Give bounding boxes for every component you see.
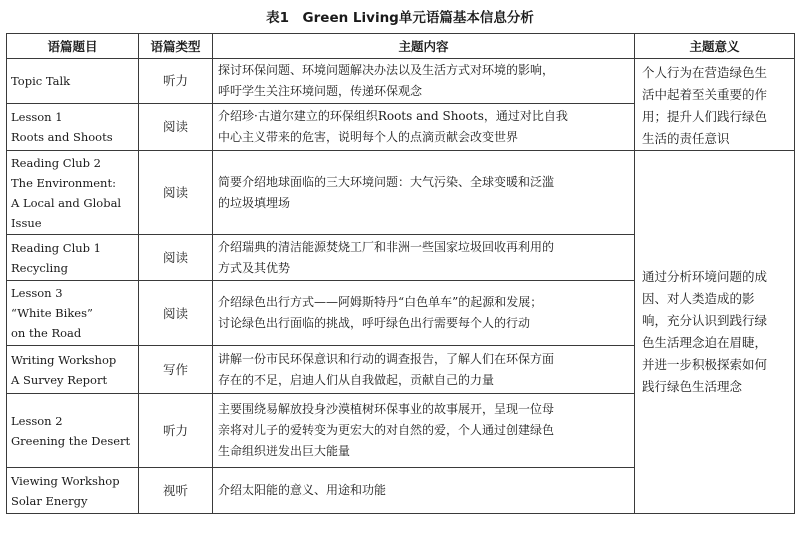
content-line: 的垃圾填埋场 <box>218 195 291 210</box>
table-row <box>7 59 795 104</box>
meaning-line: 个人行为在营造绿色生 <box>642 65 768 80</box>
lesson-line: A Local and Global <box>11 195 122 210</box>
lesson-line: Recycling <box>11 260 68 275</box>
lesson-line: Lesson 2 <box>11 413 63 428</box>
content-cell <box>213 468 635 514</box>
table-title: 表1 Green Living单元语篇基本信息分析 <box>266 10 534 26</box>
lesson-line: Topic Talk <box>11 73 71 88</box>
header-content: 主题内容 <box>213 34 635 59</box>
type-cell: 阅读 <box>139 151 213 235</box>
meaning-line: 通过分析环境问题的成 <box>642 269 768 284</box>
header-meaning: 主题意义 <box>635 34 795 59</box>
meaning-cell-2 <box>635 151 795 514</box>
lesson-line: on the Road <box>11 326 82 340</box>
table-row <box>7 151 795 235</box>
header-lesson: 语篇题目 <box>7 34 139 59</box>
info-table <box>6 33 795 514</box>
content-cell <box>213 394 635 468</box>
meaning-line: 生活的责任意识 <box>642 131 730 146</box>
lesson-cell <box>7 235 139 281</box>
type-cell: 写作 <box>139 346 213 394</box>
content-cell <box>213 235 635 281</box>
meaning-line: 活中起着至关重要的作 <box>642 87 768 102</box>
content-line: 主要围绕易解放投身沙漠植树环保事业的故事展开，呈现一位母 <box>218 402 555 416</box>
content-line: 探讨环保问题、环境问题解决办法以及生活方式对环境的影响， <box>218 62 555 77</box>
lesson-cell <box>7 346 139 394</box>
lesson-cell <box>7 468 139 514</box>
meaning-line: 并进一步积极探索如何 <box>642 357 768 372</box>
content-line: 呼吁学生关注环境问题，传递环保观念 <box>218 83 423 98</box>
content-line: 亲将对儿子的爱转变为更宏大的对自然的爱，个人通过创建绿色 <box>218 423 555 437</box>
content-line: 方式及其优势 <box>218 260 291 275</box>
lesson-line: The Environment: <box>11 175 116 190</box>
content-cell <box>213 103 635 150</box>
type-cell: 听力 <box>139 59 213 104</box>
content-cell <box>213 151 635 235</box>
content-line: 讲解一份市民环保意识和行动的调查报告，了解人们在环保方面 <box>218 351 555 366</box>
type-cell: 阅读 <box>139 281 213 346</box>
content-cell <box>213 281 635 346</box>
lesson-cell <box>7 103 139 150</box>
meaning-line: 因、对人类造成的影 <box>642 291 755 306</box>
lesson-line: Reading Club 2 <box>11 155 102 170</box>
type-cell: 听力 <box>139 394 213 468</box>
lesson-line: A Survey Report <box>11 372 108 387</box>
lesson-line: Greening the Desert <box>11 433 131 448</box>
content-line: 介绍珍·古道尔建立的环保组织Roots and Shoots，通过对比自我 <box>218 108 568 123</box>
lesson-line: Reading Club 1 <box>11 240 102 255</box>
content-line: 简要介绍地球面临的三大环境问题：大气污染、全球变暖和泛滥 <box>218 174 555 189</box>
type-cell: 阅读 <box>139 235 213 281</box>
content-line: 存在的不足，启迪人们从自我做起，贡献自己的力量 <box>218 372 495 387</box>
meaning-line: 践行绿色生活理念 <box>642 379 743 394</box>
lesson-line: Lesson 1 <box>11 109 63 124</box>
lesson-line: Lesson 3 <box>11 286 63 300</box>
lesson-cell <box>7 281 139 346</box>
lesson-cell <box>7 151 139 235</box>
content-cell <box>213 346 635 394</box>
type-cell: 视听 <box>139 468 213 514</box>
content-line: 讨论绿色出行面临的挑战，呼吁绿色出行需要每个人的行动 <box>218 316 531 330</box>
content-line: 生命组织迸发出巨大能量 <box>218 444 351 458</box>
lesson-line: Viewing Workshop <box>11 473 120 488</box>
meaning-line: 用；提升人们践行绿色 <box>642 109 768 124</box>
lesson-line: Writing Workshop <box>11 352 117 367</box>
meaning-line: 色生活理念迫在眉睫， <box>642 335 768 350</box>
content-line: 介绍瑞典的清洁能源焚烧工厂和非洲一些国家垃圾回收再利用的 <box>218 239 555 254</box>
content-line: 中心主义带来的危害，说明每个人的点滴贡献会改变世界 <box>218 129 519 144</box>
lesson-line: Solar Energy <box>11 493 88 508</box>
lesson-cell <box>7 394 139 468</box>
lesson-cell <box>7 59 139 104</box>
meaning-cell-1 <box>635 59 795 151</box>
meaning-line: 响，充分认识到践行绿 <box>642 313 768 328</box>
lesson-line: “White Bikes” <box>11 306 93 320</box>
lesson-line: Issue <box>11 215 42 230</box>
header-row <box>7 34 795 59</box>
type-cell: 阅读 <box>139 103 213 150</box>
content-line: 介绍绿色出行方式——阿姆斯特丹“白色单车”的起源和发展； <box>218 295 543 309</box>
lesson-line: Roots and Shoots <box>11 129 113 144</box>
header-type: 语篇类型 <box>139 34 213 59</box>
content-line: 介绍太阳能的意义、用途和功能 <box>218 483 387 497</box>
content-cell <box>213 59 635 104</box>
